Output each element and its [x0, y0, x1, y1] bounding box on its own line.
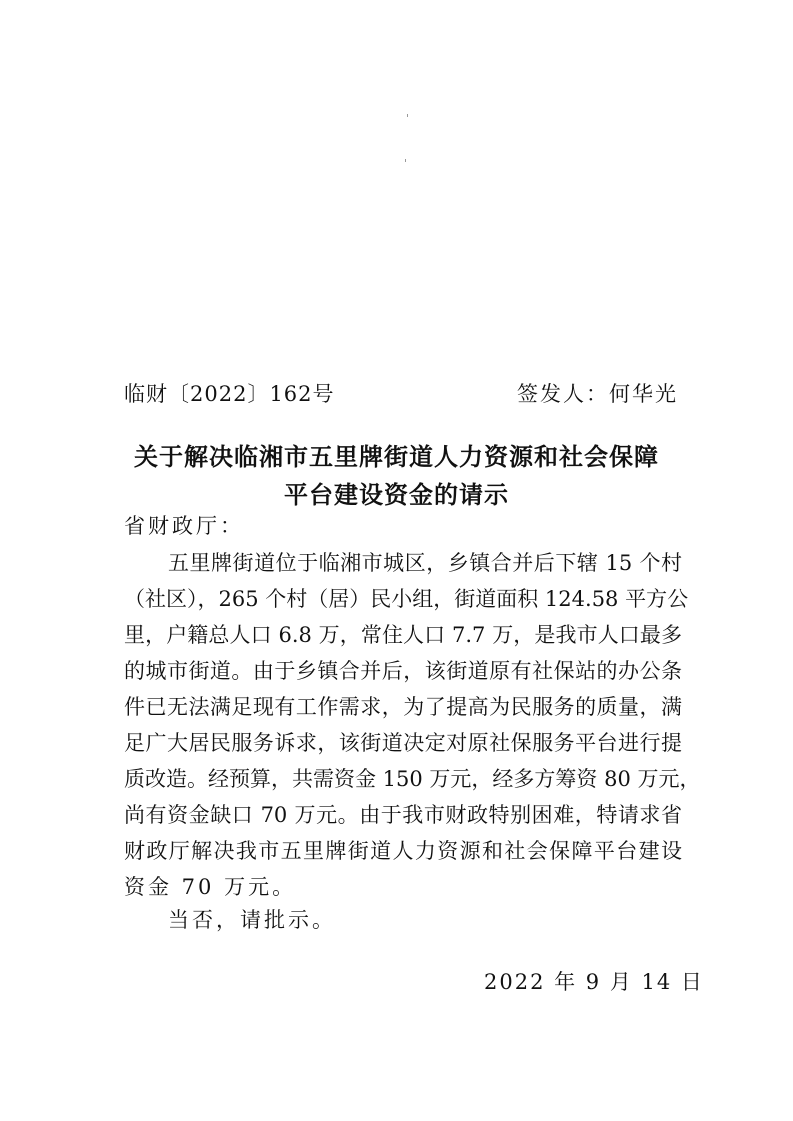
document-date: 2022 年 9 月 14 日 — [484, 970, 704, 994]
body-line: （社区），265 个村（居）民小组，街道面积 124.58 平方公 — [124, 587, 689, 611]
body-line: 足广大居民服务诉求，该街道决定对原社保服务平台进行提 — [124, 731, 682, 755]
body-line: 里，户籍总人口 6.8 万，常住人口 7.7 万，是我市人口最多 — [124, 623, 682, 647]
closing-remark: 当否，请批示。 — [168, 908, 336, 932]
document-title-line-2: 平台建设资金的请示 — [284, 480, 509, 509]
body-line: 财政厅解决我市五里牌街道人力资源和社会保障平台建设 — [124, 839, 682, 863]
body-paragraph — [124, 548, 701, 908]
body-line: 尚有资金缺口 70 万元。由于我市财政特别困难，特请求省 — [124, 803, 682, 827]
signer: 签发人：何华光 — [517, 382, 678, 406]
document-number: 临财〔2022〕162号 — [124, 382, 335, 406]
body-line: 的城市街道。由于乡镇合并后，该街道原有社保站的办公条 — [124, 659, 682, 683]
body-line: 件已无法满足现有工作需求，为了提高为民服务的质量，满 — [124, 695, 682, 719]
body-line: 资金 70 万元。 — [124, 875, 297, 899]
document-title-line-1: 关于解决临湘市五里牌街道人力资源和社会保障 — [134, 442, 659, 471]
scan-mark — [407, 114, 408, 117]
body-line: 五里牌街道位于临湘市城区，乡镇合并后下辖 15 个村 — [168, 551, 682, 575]
addressee: 省财政厅： — [124, 514, 244, 538]
body-line: 质改造。经预算，共需资金 150 万元，经多方筹资 80 万元， — [124, 767, 701, 791]
scan-mark — [405, 159, 406, 162]
